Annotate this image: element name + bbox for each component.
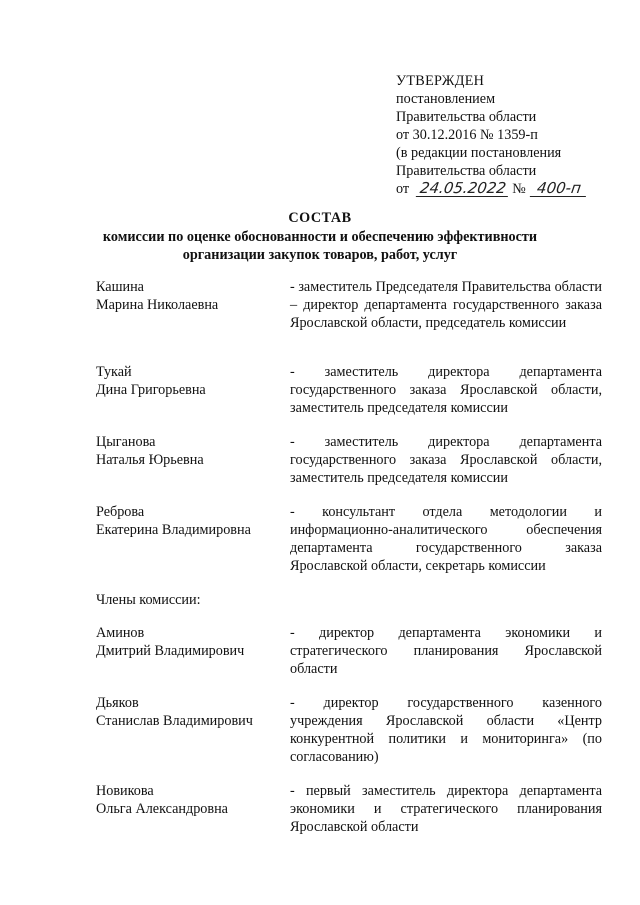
member-name xyxy=(96,782,281,818)
member-surname: Дьяков xyxy=(96,695,139,711)
member-role: - директор департамента экономики и стратегического планирования Ярославской области xyxy=(290,625,602,677)
approval-date-line xyxy=(396,180,628,198)
approval-line-5: Правительства области xyxy=(396,163,537,179)
member-role: - консультант отдела методологии и информационно-аналитического обеспечения департамента государственного заказа Ярославской области, секретарь комиссии xyxy=(290,504,602,574)
approval-line-4: (в редакции постановления xyxy=(396,145,562,161)
document-title: СОСТАВ xyxy=(288,210,352,226)
member-role: - заместитель директора департамента государственного заказа Ярославской области, заместитель председателя комиссии xyxy=(290,364,602,416)
approval-block xyxy=(396,72,628,198)
handwritten-number: 400-п xyxy=(530,180,588,197)
approval-line-1: постановлением xyxy=(396,91,496,107)
member-given-name: Марина Николаевна xyxy=(96,297,219,313)
member-given-name: Ольга Александровна xyxy=(96,801,228,817)
approval-line-2: Правительства области xyxy=(396,109,537,125)
member-name xyxy=(96,624,281,660)
member-given-name: Дина Григорьевна xyxy=(96,382,206,398)
member-name xyxy=(96,433,281,469)
member-name xyxy=(96,694,281,730)
document-subtitle-line-1: комиссии по оценке обоснованности и обеспечению эффективности xyxy=(102,229,538,245)
member-name xyxy=(96,503,281,539)
member-surname: Новикова xyxy=(96,783,154,799)
document-heading xyxy=(40,209,600,264)
member-surname: Кашина xyxy=(96,279,144,295)
member-given-name: Дмитрий Владимирович xyxy=(96,643,245,659)
handwritten-date: 24.05.2022 xyxy=(415,180,509,197)
member-surname: Реброва xyxy=(96,504,145,520)
member-given-name: Станислав Владимирович xyxy=(96,713,253,729)
approval-title: УТВЕРЖДЕН xyxy=(396,73,485,89)
member-surname: Тукай xyxy=(96,364,132,380)
members-section-label: Члены комиссии: xyxy=(96,592,201,608)
approval-line-3: от 30.12.2016 № 1359-п xyxy=(396,127,538,143)
document-subtitle-line-2: организации закупок товаров, работ, услуг xyxy=(182,247,458,263)
member-name xyxy=(96,363,281,399)
approval-number-sign: № xyxy=(512,181,526,197)
member-name xyxy=(96,278,281,314)
member-role: - первый заместитель директора департамента экономики и стратегического планирования Ярославской области xyxy=(290,783,602,835)
member-surname: Цыганова xyxy=(96,434,156,450)
member-given-name: Екатерина Владимировна xyxy=(96,522,251,538)
member-role: - директор государственного казенного учреждения Ярославской области «Центр конкурентной политики и мониторинга» (по согласованию) xyxy=(290,695,602,765)
member-given-name: Наталья Юрьевна xyxy=(96,452,204,468)
member-role: - заместитель Председателя Правительства области – директор департамента государственного заказа Ярославской области, председатель комиссии xyxy=(290,279,602,331)
approval-date-prefix: от xyxy=(396,181,410,197)
member-role: - заместитель директора департамента государственного заказа Ярославской области, заместитель председателя комиссии xyxy=(290,434,602,486)
member-surname: Аминов xyxy=(96,625,145,641)
